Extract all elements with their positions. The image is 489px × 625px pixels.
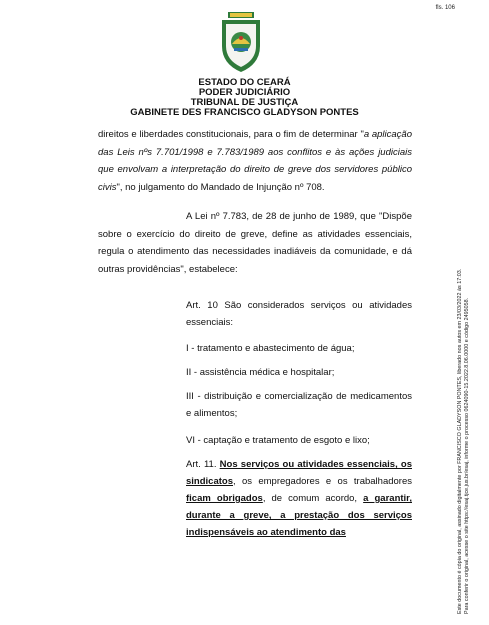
paragraph-one-end: ", no julgamento do Mandado de Injunção nº 708. [116, 181, 325, 193]
digital-signature-note [457, 154, 471, 614]
state-coat-of-arms-icon [216, 10, 266, 74]
quote-item-3: III - distribuição e comercialização de medicamentos e alimentos; [186, 391, 412, 419]
page-number: fls. 106 [435, 5, 455, 11]
paragraph-two: A Lei nº 7.783, de 28 de junho de 1989, que "Dispõe sobre o exercício do direito de greve, define as atividades essenciais, regula o atendimento das necessidades inadiáveis da comunidade, e dá outras providências", estabelece: [98, 211, 412, 275]
header-court: TRIBUNAL DE JUSTIÇA [190, 97, 299, 108]
paragraph-one [98, 126, 412, 196]
signature-note-line-2: Para conferir o original, acesse o site https://esaj.tjce.jus.br/esaj, informe o processo 0624090-15.2022.8.06.0000 e código 2495058. [464, 297, 470, 614]
quote-art-10: Art. 10 São considerados serviços ou atividades essenciais: [186, 300, 412, 328]
quote-item-6: VI - captação e tratamento de esgoto e lixo; [186, 435, 370, 446]
paragraph-one-citation: a aplicação das Leis nºs 7.701/1998 e 7.783/1989 aos conflitos e às ações judiciais que envolvam a interpretação do direito de greve dos servidores público civis [98, 129, 412, 193]
signature-note-line-1: Este documento é cópia do original, assinado digitalmente por FRANCISCO GLADYSON PONTES, liberado nos autos em 23/03/2022 às 17:03. [457, 268, 463, 614]
paragraph-one-start: direitos e liberdades constitucionais, para o fim de determinar " [98, 129, 364, 140]
art-11-emphasis-2: ficam obrigados [186, 493, 263, 504]
header-power: PODER JUDICIÁRIO [198, 87, 291, 98]
art-11-text-1: , os empregadores e os trabalhadores [233, 476, 412, 487]
quote-art-11 [186, 456, 412, 541]
art-11-label: Art. 11. [186, 459, 220, 470]
quote-item-1: I - tratamento e abastecimento de água; [186, 343, 355, 354]
header-state: ESTADO DO CEARÁ [198, 77, 291, 88]
art-11-emphasis-3: a garantir, durante a greve, a prestação dos serviços indispensáveis ao atendimento das [186, 493, 412, 538]
art-11-text-2: , de comum acordo, [262, 493, 364, 504]
document-header [0, 78, 489, 118]
art-11-emphasis-1: Nos serviços ou atividades essenciais, os sindicatos [186, 459, 412, 487]
quote-item-2: II - assistência médica e hospitalar; [186, 367, 335, 378]
header-office: GABINETE DES FRANCISCO GLADYSON PONTES [130, 107, 359, 118]
